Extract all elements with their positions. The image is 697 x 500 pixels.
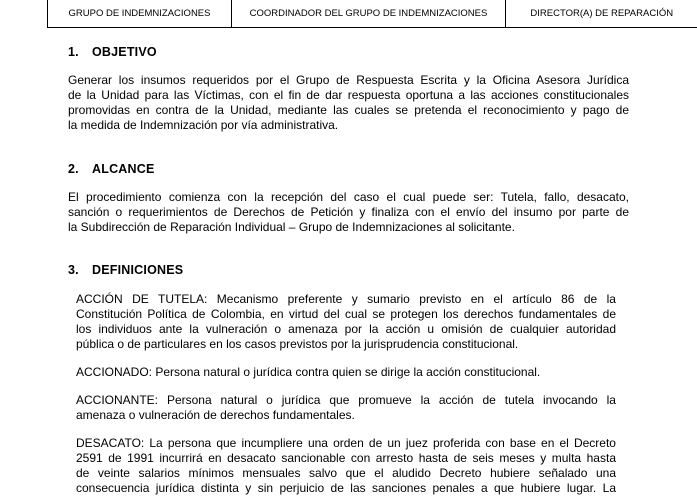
- definition-term: ACCIONANTE:: [76, 393, 159, 407]
- definition-term: ACCIONADO:: [76, 365, 153, 379]
- definition-desacato: [76, 436, 616, 496]
- definition-line: 2591 de 1991 incurrirá en desacato sancionable con arresto hasta de seis meses y multa hasta: [76, 451, 616, 465]
- paragraph-line: promovidas en contra de la Unidad, mediante las cuales se pretenda el reconocimiento y pago de: [68, 103, 629, 117]
- section-number: 3.: [68, 263, 79, 277]
- alcance-paragraph: [68, 190, 629, 235]
- section-title-alcance: [68, 162, 155, 176]
- definition-first-line: [76, 365, 616, 380]
- paragraph-line: El procedimiento comienza con la recepción del caso el cual puede ser: Tutela, fallo, desacato,: [68, 190, 629, 204]
- section-title-objetivo: [68, 45, 157, 59]
- definition-first-line: [76, 393, 616, 408]
- definition-line: pública o de particulares en los casos previstos por la jurisprudencia constitucional.: [76, 337, 519, 351]
- paragraph-line: de la Unidad para las Víctimas, con el fin de dar respuesta oportuna a las acciones constitucionales: [68, 88, 629, 102]
- paragraph-line: Generar los insumos requeridos por el Grupo de Respuesta Escrita y la Oficina Asesora Jurídica: [68, 73, 629, 87]
- section-title-definiciones: [68, 263, 183, 277]
- document-header-table: [47, 0, 697, 28]
- section-title-text: DEFINICIONES: [92, 263, 184, 277]
- section-title-text: ALCANCE: [92, 162, 155, 176]
- section-number: 2.: [68, 162, 79, 176]
- definition-accionante: [76, 393, 616, 423]
- definition-line: los individuos ante la vulneración o amenaza por la acción u omisión de cualquier autoridad: [76, 322, 616, 336]
- definition-text: Persona natural o jurídica contra quien se dirige la acción constitucional.: [155, 365, 541, 379]
- definition-accion-de-tutela: [76, 292, 616, 352]
- definition-text: La persona que incumpliere una orden de un juez proferida con base en el Decreto: [149, 436, 616, 450]
- definition-first-line: [76, 292, 616, 307]
- section-number: 1.: [68, 45, 79, 59]
- definition-term: ACCIÓN DE TUTELA:: [76, 292, 208, 306]
- definition-text: Mecanismo preferente y sumario previsto en el artículo 86 de la: [216, 292, 616, 306]
- header-cell-group: GRUPO DE INDEMNIZACIONES: [48, 0, 232, 28]
- definition-line: consecuencia jurídica distinta y sin perjuicio de las sanciones penales a que hubiere lugar. La: [76, 481, 616, 495]
- definition-accionado: [76, 365, 616, 380]
- objetivo-paragraph: [68, 73, 629, 133]
- section-title-text: OBJETIVO: [92, 45, 157, 59]
- header-row: [48, 0, 697, 28]
- header-cell-director: DIRECTOR(A) DE REPARACIÓN: [506, 0, 697, 28]
- header-cell-coordinator: COORDINADOR DEL GRUPO DE INDEMNIZACIONES: [232, 0, 506, 28]
- paragraph-line: la medida de Indemnización por vía administrativa.: [68, 118, 339, 132]
- definition-line: Constitución Política de Colombia, en virtud del cual se protegen los derechos fundamentales de: [76, 307, 616, 321]
- definition-line: de veinte salarios mínimos mensuales salvo que el aludido Decreto hubiere señalado una: [76, 466, 616, 480]
- definition-text: Persona natural o jurídica que promueve la acción de tutela invocando la: [166, 393, 616, 407]
- definition-term: DESACATO:: [76, 436, 145, 450]
- paragraph-line: sanción o requerimientos de Derechos de Petición y finaliza con el envío del insumo por parte de: [68, 205, 629, 219]
- paragraph-line: la Subdirección de Reparación Individual – Grupo de Indemnizaciones al solicitante.: [68, 220, 515, 234]
- definition-first-line: [76, 436, 616, 451]
- definition-line: amenaza o vulneración de derechos fundamentales.: [76, 408, 355, 422]
